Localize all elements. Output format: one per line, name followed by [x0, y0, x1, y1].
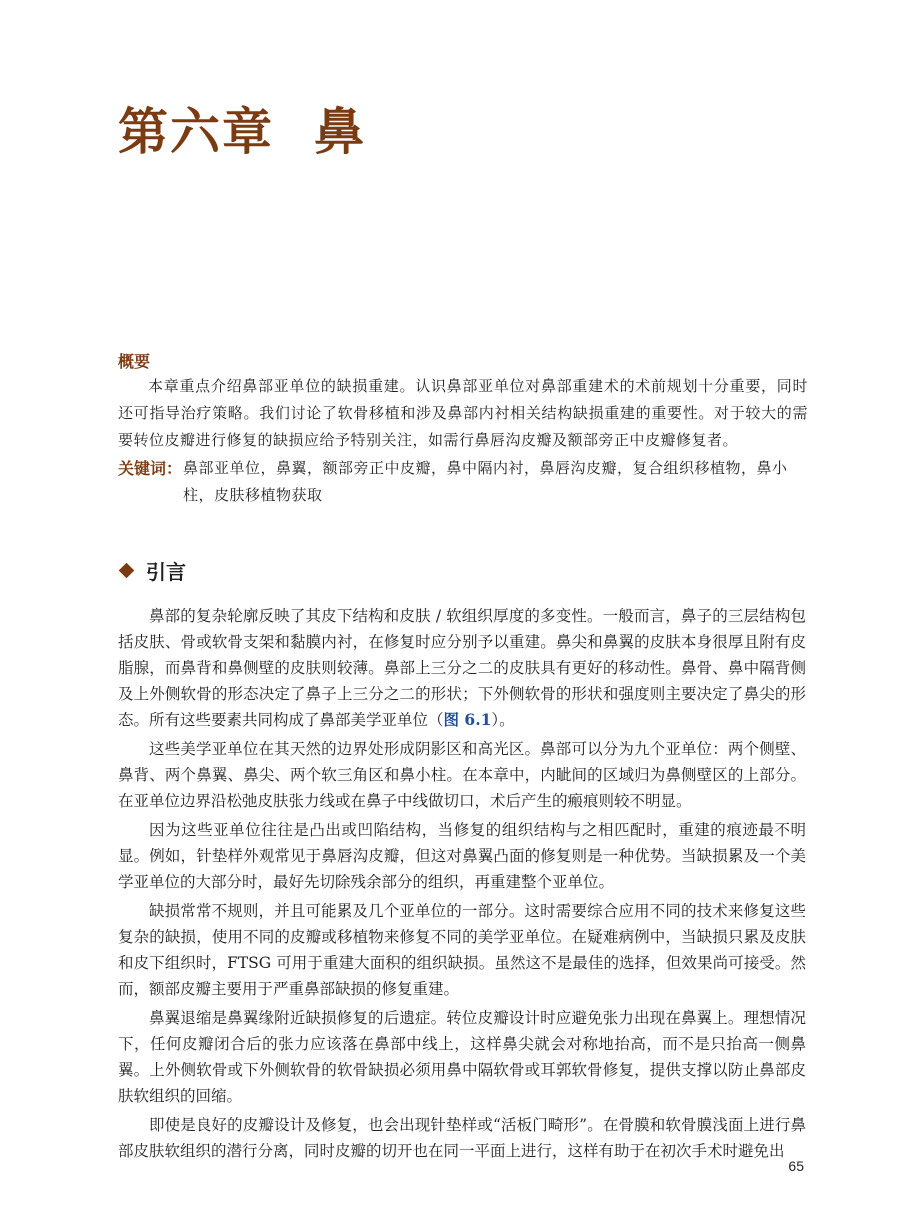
- abstract-heading: 概要: [118, 352, 151, 371]
- abstract-text: 本章重点介绍鼻部亚单位的缺损重建。认识鼻部亚单位对鼻部重建术的术前规划十分重要，同时还可指导治疗策略。我们讨论了软骨移植和涉及鼻部内衬相关结构缺损重建的重要性。对于较大的需要转位皮瓣进行修复的缺损应给予特别关注，如需行鼻唇沟皮瓣及额部旁正中皮瓣修复者。: [118, 377, 808, 449]
- body-text: [118, 603, 806, 1167]
- paragraph: 鼻翼退缩是鼻翼缘附近缺损修复的后遗症。转位皮瓣设计时应避免张力出现在鼻翼上。理想情况下，任何皮瓣闭合后的张力应该落在鼻部中线上，这样鼻尖就会对称地抬高，而不是只抬高一侧鼻翼。上外侧软骨或下外侧软骨的软骨缺损必须用鼻中隔软骨或耳郭软骨修复，提供支撑以防止鼻部皮肤软组织的回缩。: [118, 1009, 806, 1105]
- paragraph: 缺损常常不规则，并且可能累及几个亚单位的一部分。这时需要综合应用不同的技术来修复这些复杂的缺损，使用不同的皮瓣或移植物来修复不同的美学亚单位。在疑难病例中，当缺损只累及皮肤和皮下组织时，FTSG 可用于重建大面积的组织缺损。虽然这不是最佳的选择，但效果尚可接受。然而，额部皮瓣主要用于严重鼻部缺损的修复重建。: [118, 902, 806, 998]
- chapter-title: [118, 92, 366, 164]
- paragraph: [118, 603, 806, 733]
- keywords-text: 鼻部亚单位，鼻翼，额部旁正中皮瓣，鼻中隔内衬，鼻唇沟皮瓣，复合组织移植物，鼻小柱，皮肤移植物获取: [183, 459, 788, 504]
- paragraph: 因为这些亚单位往往是凸出或凹陷结构，当修复的组织结构与之相匹配时，重建的痕迹最不明显。例如，针垫样外观常见于鼻唇沟皮瓣，但这对鼻翼凸面的修复则是一种优势。当缺损累及一个美学亚单位的大部分时，最好先切除残余部分的组织，再重建整个亚单位。: [118, 821, 806, 891]
- paragraph: 这些美学亚单位在其天然的边界处形成阴影区和高光区。鼻部可以分为九个亚单位：两个侧壁、鼻背、两个鼻翼、鼻尖、两个软三角区和鼻小柱。在本章中，内眦间的区域归为鼻侧壁区的上部分。在亚单位边界沿松弛皮肤张力线或在鼻子中线做切口，术后产生的瘢痕则较不明显。: [118, 740, 806, 810]
- chapter-name: 鼻: [314, 103, 366, 161]
- keywords-row: [118, 455, 808, 509]
- abstract-block: [118, 349, 808, 509]
- figure-reference-link[interactable]: 图 6.1: [443, 710, 492, 729]
- paragraph-text: 鼻部的复杂轮廓反映了其皮下结构和皮肤 / 软组织厚度的多变性。一般而言，鼻子的三层结构包括皮肤、骨或软骨支架和黏膜内衬，在修复时应分别予以重建。鼻尖和鼻翼的皮肤本身很厚且附有皮脂腺，而鼻背和鼻侧壁的皮肤则较薄。鼻部上三分之二的皮肤具有更好的移动性。鼻骨、鼻中隔背侧及上外侧软骨的形态决定了鼻子上三分之二的形状；下外侧软骨的形状和强度则主要决定了鼻尖的形态。所有这些要素共同构成了鼻部美学亚单位（: [118, 607, 806, 729]
- paragraph-text-end: ）。: [491, 711, 515, 729]
- section-heading: [118, 556, 186, 585]
- page-number: 65: [788, 1158, 804, 1174]
- chapter-number: 第六章: [118, 103, 274, 161]
- keywords-label: 关键词：: [118, 459, 183, 478]
- diamond-bullet-icon: [119, 563, 135, 579]
- paragraph: 即使是良好的皮瓣设计及修复，也会出现针垫样或“活板门畸形”。在骨膜和软骨膜浅面上进行鼻部皮肤软组织的潜行分离，同时皮瓣的切开也在同一平面上进行，这样有助于在初次手术时避免出: [118, 1116, 806, 1160]
- section-heading-text: 引言: [146, 560, 186, 584]
